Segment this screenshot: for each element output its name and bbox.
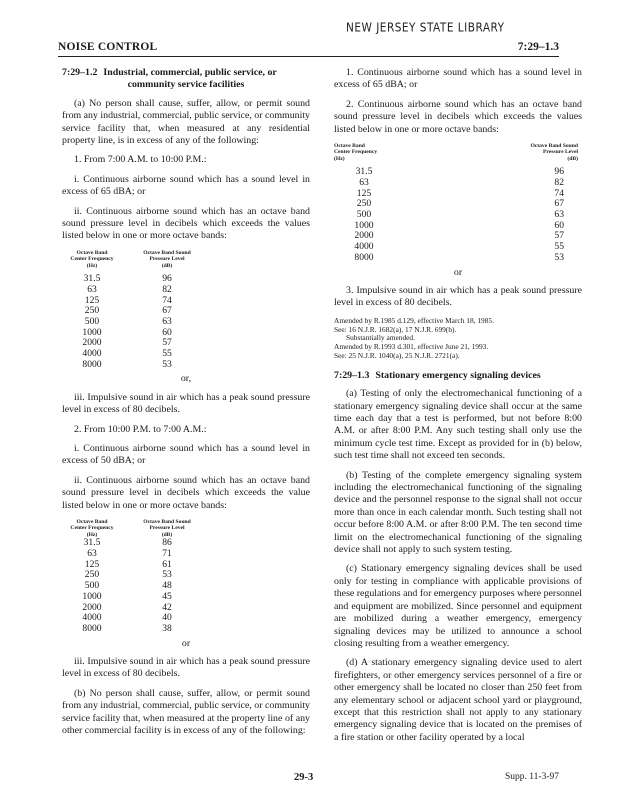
section-title-line1: Industrial, commercial, public service, or [103,67,277,78]
or-separator: or [453,266,463,278]
item-2-ii: ii. Continuous airborne sound which has an octave band sound pressure level in decibels which exceeds the value listed below in one or more octave bands: [62,474,310,511]
frequency-cell: 125 [356,187,372,199]
octave-table-day [62,250,212,371]
frequency-cell: 1000 [354,219,374,231]
item-2: 2. Continuous airborne sound which has an octave band sound pressure level in decibels which exceeds the values listed below in one or more octave bands: [334,98,582,135]
header-line: Octave Band Sound [143,519,191,526]
table-row [62,317,212,328]
octave-table-commercial [334,143,578,264]
table-row [334,167,578,178]
table-row [62,274,212,285]
frequency-cell: 2000 [82,337,102,349]
library-stamp: NEW JERSEY STATE LIBRARY [346,21,505,35]
item-1-ii: ii. Continuous airborne sound which has an octave band sound pressure level in decibels which exceeds the values listed below in one or more octave bands: [62,205,310,242]
header-line: Pressure Level [542,149,578,156]
frequency-cell: 63 [87,548,97,559]
level-cell: 67 [162,305,172,317]
section-number: 7:29–1.2 [62,67,98,78]
frequency-cell: 250 [84,305,100,317]
col-header-pressure [122,250,212,269]
or-separator: or [181,637,191,649]
amendment-line: See: 25 N.J.R. 1040(a), 25 N.J.R. 2721(a). [334,350,460,360]
level-cell: 63 [554,209,564,221]
level-cell: 55 [554,241,564,253]
header-line: Pressure Level [149,256,185,263]
frequency-cell: 63 [359,176,369,188]
level-cell: 67 [554,198,564,210]
section-title-line2: community service facilities [127,79,245,91]
left-column [62,67,310,744]
header-line: Center Frequency [334,149,378,156]
table-row [62,360,212,371]
level-cell: 60 [554,219,564,231]
supplement-date: Supp. 11-3-97 [504,772,559,782]
level-cell: 60 [162,326,172,338]
frequency-cell: 1000 [82,326,102,338]
frequency-cell: 8000 [82,622,102,634]
level-cell: 96 [554,166,564,178]
frequency-cell: 31.5 [355,166,373,178]
item-1: 1. Continuous airborne sound which has a sound level in excess of 65 dBA; or [334,67,582,91]
header-rule [58,56,559,57]
header-line: Octave Band [76,519,108,526]
paragraph-a: (a) Testing of only the electromechanical functioning of a stationary emergency signaling device shall occur at the same time each day that a test is performed, but not before 8:00 A.M. or after 8:00 P.M. Any such testing shall only use the minimum cycle test time. Except as provided for in (b) below, such test time shall not exceed ten seconds. [334,388,582,462]
frequency-cell: 125 [84,294,100,306]
section-heading-1-2 [62,67,310,92]
level-cell: 74 [554,187,564,199]
paragraph-b: (b) No person shall cause, suffer, allow, or permit sound from any industrial, commercial, public service, or community service facility that, when measured at the property line of any other commercial facility is in excess of any of the following: [62,687,310,737]
frequency-cell: 250 [84,569,100,581]
right-column [334,67,582,751]
paragraph-b: (b) Testing of the complete emergency signaling system including the electromechanical functioning of the signaling device and the personnel response to the signal shall not occur more than once in each calendar month. Such testing shall not occur before 8:00 A.M. or after 8:00 P.M. The ten second time limit on the electromechanical functioning of the signaling device shall not apply to such system testing. [334,469,582,556]
level-cell: 38 [162,622,172,634]
level-cell: 82 [162,283,172,295]
item-1-i: i. Continuous airborne sound which has a sound level in excess of 65 dBA; or [62,173,310,198]
octave-table-night [62,519,212,635]
level-cell: 42 [162,601,172,613]
running-header-section: 7:29–1.3 [517,41,559,53]
table-row [62,592,212,603]
level-cell: 45 [162,590,172,602]
header-line: (Hz) [334,155,345,162]
frequency-cell: 1000 [82,590,102,602]
item-3: 3. Impulsive sound in air which has a peak sound pressure level in excess of 80 decibels. [334,284,582,309]
frequency-cell: 250 [356,198,372,210]
header-line: Pressure Level [149,525,185,532]
section-title: Stationary emergency signaling devices [375,369,541,381]
level-cell: 86 [162,537,172,549]
col-header-pressure [122,519,212,538]
header-line: Center Frequency [70,525,114,532]
level-cell: 53 [162,358,172,370]
frequency-cell: 31.5 [83,537,101,549]
level-cell: 71 [162,548,172,559]
header-line: (dB) [567,155,578,162]
item-1: 1. From 7:00 A.M. to 10:00 P.M.: [74,154,207,166]
col-header-frequency [62,250,122,269]
header-line: (dB) [161,531,173,538]
item-2: 2. From 10:00 P.M. to 7:00 A.M.: [74,423,207,435]
paragraph-c: (c) Stationary emergency signaling devices shall be used only for testing in compliance with applicable provisions of these regulations and for emergency purposes where personnel and equipment are mobilized. Since personnel and equipment are mobilized during a weather emergency, emergency signaling devices may be utilized to announce a school closing resulting from a weather emergency. [334,563,582,649]
item-2-i: i. Continuous airborne sound which has a sound level in excess of 50 dBA; or [62,443,310,467]
header-line: (Hz) [86,262,98,269]
section-number: 7:29–1.3 [334,369,370,381]
header-line: (dB) [161,262,173,269]
header-line: Center Frequency [70,256,114,263]
table-row [62,624,212,635]
level-cell: 63 [162,315,172,327]
frequency-cell: 4000 [82,612,102,624]
col-header-frequency [334,143,394,162]
amendment-line: Amended by R.1985 d.129, effective March 18, 1985. [334,315,494,325]
level-cell: 61 [162,558,172,570]
table-row [62,285,212,296]
frequency-cell: 500 [84,315,100,327]
table-row [334,253,578,264]
amendment-history [334,317,582,361]
section-heading-1-3 [334,370,582,382]
level-cell: 53 [162,569,172,581]
level-cell: 53 [554,251,564,263]
frequency-cell: 500 [356,209,372,221]
header-line: (Hz) [86,531,98,538]
frequency-cell: 8000 [354,251,374,263]
amendment-line: See: 16 N.J.R. 1682(a), 17 N.J.R. 699(b). [334,324,457,334]
frequency-cell: 2000 [82,601,102,613]
running-header-title: NOISE CONTROL [58,41,158,53]
frequency-cell: 4000 [354,241,374,253]
frequency-cell: 31.5 [83,273,101,285]
paragraph-d: (d) A stationary emergency signaling device used to alert firefighters, or other emergency services personnel of a fire or other emergency shall be located no closer than 250 feet from any elementary school or adjacent school yard or playground, except that this restriction shall not apply to any stationary emergency signaling device that is located on the premises of a fire station or other facility operated by a local [334,657,582,743]
paragraph-a: (a) No person shall cause, suffer, allow, or permit sound from any industrial, commercial, public service, or community service facility that, when measured at any residential property line, is in excess of any of the following: [62,97,310,147]
frequency-cell: 4000 [82,348,102,360]
item-2-iii: iii. Impulsive sound in air which has a peak sound pressure level in excess of 80 decibels. [62,656,310,680]
frequency-cell: 63 [87,283,97,295]
header-line: Octave Band [334,143,365,150]
level-cell: 48 [162,580,172,592]
frequency-cell: 500 [84,580,100,592]
item-1-iii: iii. Impulsive sound in air which has a peak sound pressure level in excess of 80 decibels. [62,391,310,416]
col-header-pressure [394,143,578,162]
level-cell: 57 [162,337,172,349]
header-line: Octave Band [76,249,108,256]
level-cell: 40 [162,612,172,624]
frequency-cell: 2000 [354,230,374,242]
frequency-cell: 8000 [82,358,102,370]
amendment-line: Substantially amended. [346,333,415,343]
header-line: Octave Band Sound [143,249,191,256]
amendment-line: Amended by R.1993 d.301, effective June 21, 1993. [334,342,489,352]
frequency-cell: 125 [84,558,100,570]
page-number: 29-3 [294,772,314,783]
level-cell: 57 [554,230,564,242]
table-row [62,538,212,549]
level-cell: 82 [554,176,564,188]
level-cell: 55 [162,348,172,360]
header-line: Octave Band Sound [530,143,578,150]
col-header-frequency [62,519,122,538]
level-cell: 96 [162,273,172,285]
or-separator: or, [180,373,192,385]
level-cell: 74 [162,294,172,306]
